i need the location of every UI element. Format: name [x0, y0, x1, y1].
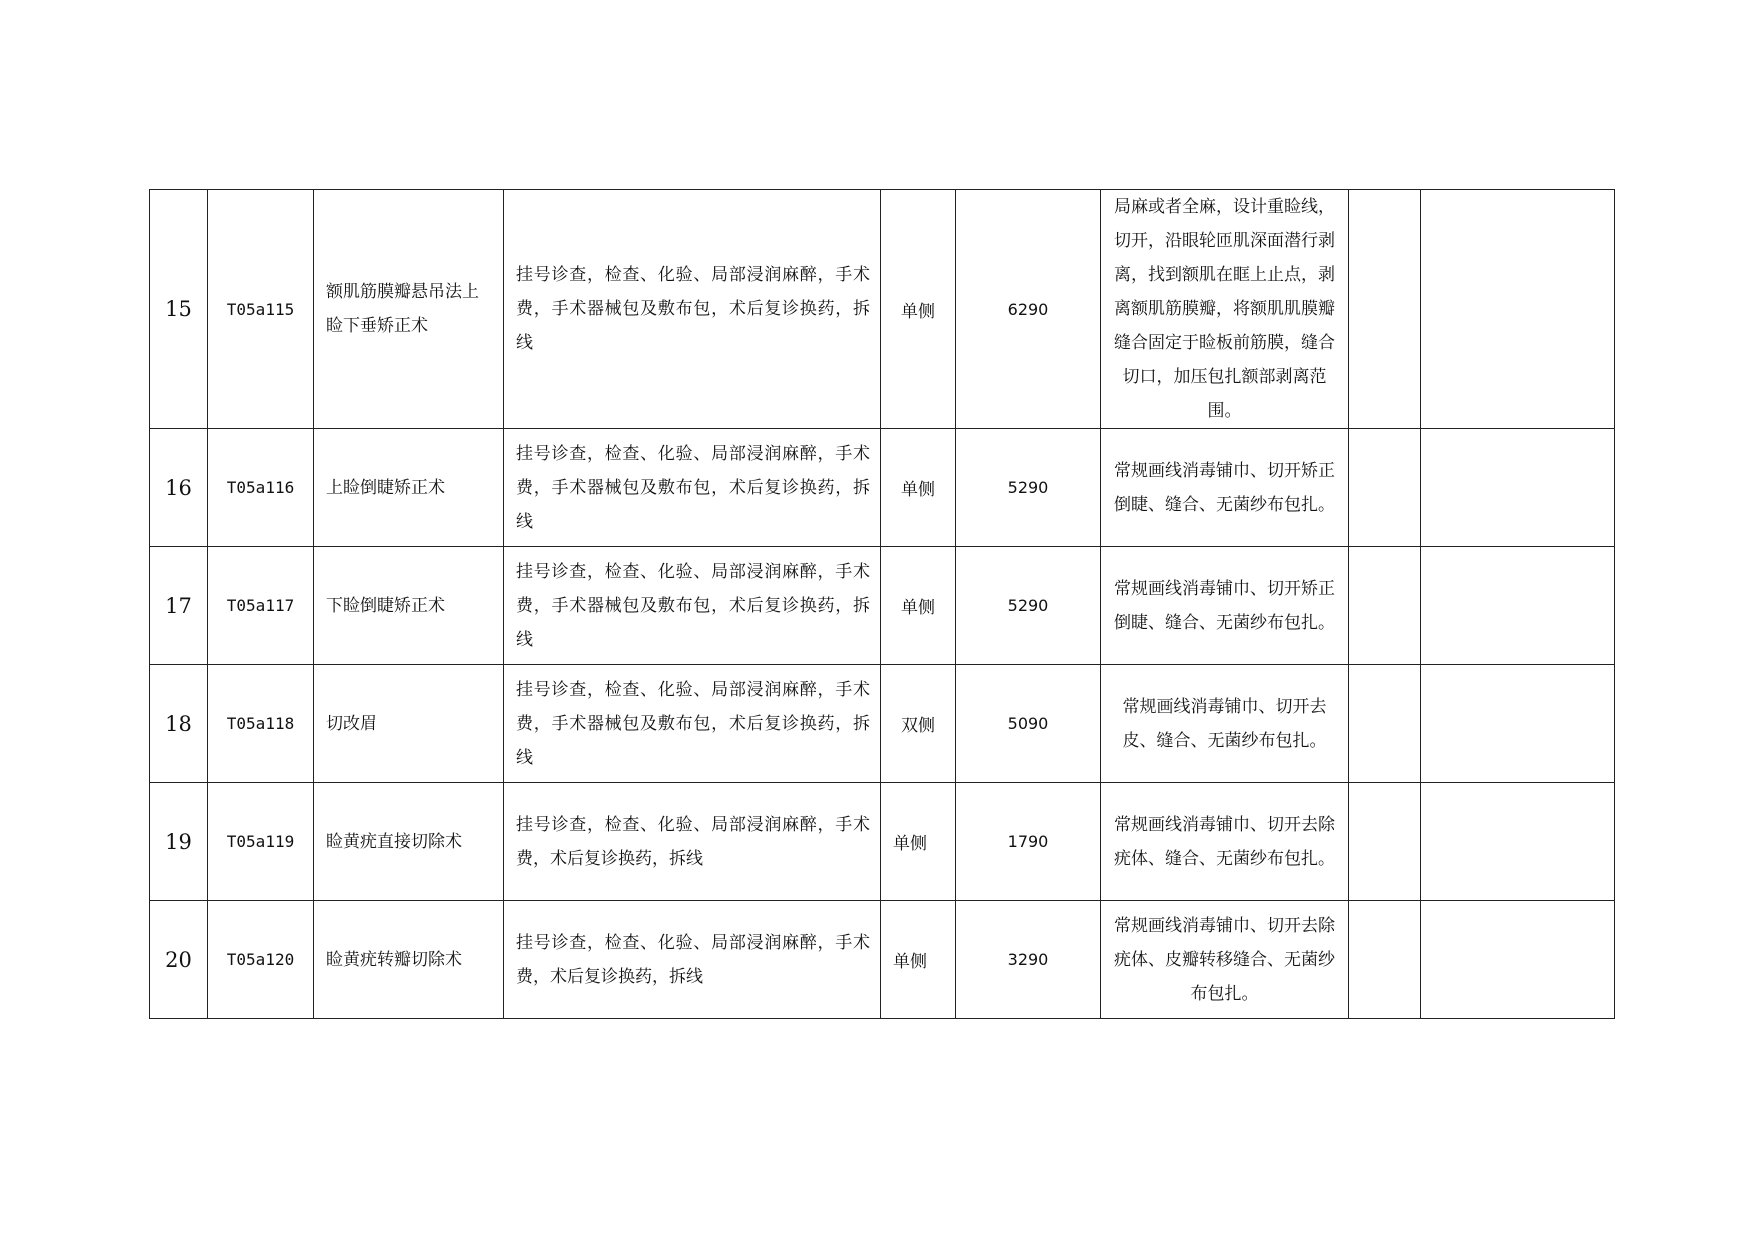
item-code: T05a116 — [208, 429, 314, 547]
blank-cell — [1349, 901, 1421, 1019]
row-number: 17 — [150, 547, 208, 665]
pricing-unit: 单侧 — [881, 901, 956, 1019]
procedure-description: 局麻或者全麻，设计重睑线，切开，沿眼轮匝肌深面潜行剥离，找到额肌在眶上止点，剥离额肌筋膜瓣，将额肌肌膜瓣缝合固定于睑板前筋膜，缝合切口，加压包扎额部剥离范围。 — [1101, 190, 1349, 429]
item-name: 睑黄疣转瓣切除术 — [314, 901, 504, 1019]
service-content: 挂号诊查，检查、化验、局部浸润麻醉，手术费，手术器械包及敷布包，术后复诊换药，拆线 — [504, 429, 881, 547]
table-row — [150, 429, 1615, 547]
row-number: 18 — [150, 665, 208, 783]
row-number: 15 — [150, 190, 208, 429]
blank-cell — [1349, 429, 1421, 547]
item-name: 切改眉 — [314, 665, 504, 783]
blank-cell — [1349, 783, 1421, 901]
blank-cell — [1421, 429, 1615, 547]
pricing-unit: 单侧 — [881, 547, 956, 665]
pricing-unit: 单侧 — [881, 429, 956, 547]
row-number: 16 — [150, 429, 208, 547]
blank-cell — [1421, 901, 1615, 1019]
table-row — [150, 547, 1615, 665]
pricing-unit: 单侧 — [881, 190, 956, 429]
price: 5090 — [956, 665, 1101, 783]
service-content: 挂号诊查，检查、化验、局部浸润麻醉，手术费，手术器械包及敷布包，术后复诊换药，拆线 — [504, 190, 881, 429]
price: 1790 — [956, 783, 1101, 901]
procedure-description: 常规画线消毒铺巾、切开去皮、缝合、无菌纱布包扎。 — [1101, 665, 1349, 783]
table-row — [150, 901, 1615, 1019]
service-content: 挂号诊查，检查、化验、局部浸润麻醉，手术费，手术器械包及敷布包，术后复诊换药，拆线 — [504, 547, 881, 665]
fee-table — [149, 189, 1615, 1019]
price: 6290 — [956, 190, 1101, 429]
item-name: 下睑倒睫矫正术 — [314, 547, 504, 665]
service-content: 挂号诊查，检查、化验、局部浸润麻醉，手术费，术后复诊换药，拆线 — [504, 901, 881, 1019]
table-row — [150, 783, 1615, 901]
row-number: 20 — [150, 901, 208, 1019]
service-content: 挂号诊查，检查、化验、局部浸润麻醉，手术费，术后复诊换药，拆线 — [504, 783, 881, 901]
item-code: T05a117 — [208, 547, 314, 665]
table-row — [150, 190, 1615, 429]
procedure-description: 常规画线消毒铺巾、切开矫正倒睫、缝合、无菌纱布包扎。 — [1101, 429, 1349, 547]
pricing-unit: 单侧 — [881, 783, 956, 901]
pricing-unit: 双侧 — [881, 665, 956, 783]
item-code: T05a115 — [208, 190, 314, 429]
item-name: 睑黄疣直接切除术 — [314, 783, 504, 901]
procedure-description: 常规画线消毒铺巾、切开矫正倒睫、缝合、无菌纱布包扎。 — [1101, 547, 1349, 665]
procedure-description: 常规画线消毒铺巾、切开去除疣体、皮瓣转移缝合、无菌纱布包扎。 — [1101, 901, 1349, 1019]
blank-cell — [1421, 665, 1615, 783]
item-code: T05a119 — [208, 783, 314, 901]
item-name: 额肌筋膜瓣悬吊法上睑下垂矫正术 — [314, 190, 504, 429]
blank-cell — [1349, 665, 1421, 783]
blank-cell — [1421, 783, 1615, 901]
item-code: T05a118 — [208, 665, 314, 783]
blank-cell — [1349, 190, 1421, 429]
price: 5290 — [956, 547, 1101, 665]
price: 3290 — [956, 901, 1101, 1019]
service-content: 挂号诊查，检查、化验、局部浸润麻醉，手术费，手术器械包及敷布包，术后复诊换药，拆线 — [504, 665, 881, 783]
table-row — [150, 665, 1615, 783]
blank-cell — [1421, 547, 1615, 665]
price: 5290 — [956, 429, 1101, 547]
blank-cell — [1421, 190, 1615, 429]
procedure-description: 常规画线消毒铺巾、切开去除疣体、缝合、无菌纱布包扎。 — [1101, 783, 1349, 901]
row-number: 19 — [150, 783, 208, 901]
item-code: T05a120 — [208, 901, 314, 1019]
blank-cell — [1349, 547, 1421, 665]
item-name: 上睑倒睫矫正术 — [314, 429, 504, 547]
